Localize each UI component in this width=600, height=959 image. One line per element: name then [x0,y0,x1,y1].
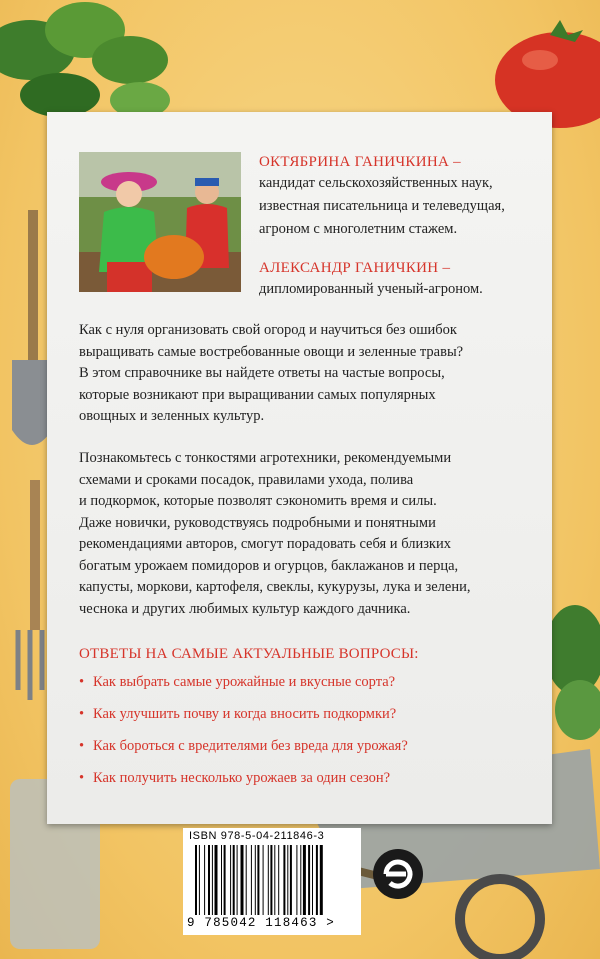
author-1 [259,152,539,241]
author-1-desc-line: агроном с многолетним стажем. [259,221,458,237]
text-line: В этом справочнике вы найдете ответы на частые вопросы, [79,365,445,381]
text-panel [47,112,552,824]
question-item [79,674,539,691]
text-line: схемами и сроками посадок, правилами ухода, полива [79,471,414,488]
authors-photo [79,152,241,292]
text-line: чеснока и других любимых культур каждого дачника. [79,600,411,617]
barcode-block [183,828,361,935]
question-text: Как получить несколько урожаев за один сезон? [93,770,391,786]
answers-heading: ОТВЕТЫ НА САМЫЕ АКТУАЛЬНЫЕ ВОПРОСЫ: [79,646,419,662]
text-line: Познакомьтесь с тонкостями агротехники, рекомендуемыми [79,450,452,466]
question-text: Как выбрать самые урожайные и вкусные сорта? [93,674,396,690]
question-item [79,738,539,755]
bullet-icon: • [79,674,85,690]
author-1-desc-line: известная писательница и телеведущая, [259,198,505,214]
author-1-desc-line: кандидат сельскохозяйственных наук, [259,175,493,191]
barcode-image [195,845,353,915]
author-2-desc-line: дипломированный ученый-агроном. [259,281,483,297]
isbn-label: ISBN 978-5-04-211846-3 [189,830,325,842]
text-line: которые возникают при выращивании самых популярных [79,386,436,403]
author-2 [259,258,539,301]
text-line: Даже новички, руководствуясь подробными и понятными [79,514,436,531]
publisher-logo-icon [372,848,424,900]
text-line: капусты, моркови, картофеля, свеклы, кукурузы, лука и зелени, [79,579,471,595]
author-1-name: ОКТЯБРИНА ГАНИЧКИНА – [259,154,461,170]
text-line: Как с нуля организовать свой огород и научиться без ошибок [79,322,457,338]
text-line: рекомендациями авторов, смогут порадовать себя и близких [79,536,451,552]
question-item [79,706,539,723]
text-line: выращивать самые востребованные овощи и зеленные травы? [79,343,464,360]
intro-paragraph [79,320,534,428]
barcode-digits: 9 785042 118463 > [187,916,335,930]
question-text: Как улучшить почву и когда вносить подкормки? [93,706,397,722]
bullet-icon: • [79,706,85,722]
bullet-icon: • [79,770,85,786]
details-paragraph [79,448,534,620]
question-text: Как бороться с вредителями без вреда для урожая? [93,738,408,754]
bullet-icon: • [79,738,85,754]
text-line: овощных и зеленных культур. [79,408,265,424]
question-item [79,770,539,787]
text-line: и подкормок, которые позволят сэкономить время и силы. [79,493,437,509]
author-2-name: АЛЕКСАНДР ГАНИЧКИН – [259,260,451,276]
text-line: богатым урожаем помидоров и огурцов, баклажанов и перца, [79,557,459,574]
